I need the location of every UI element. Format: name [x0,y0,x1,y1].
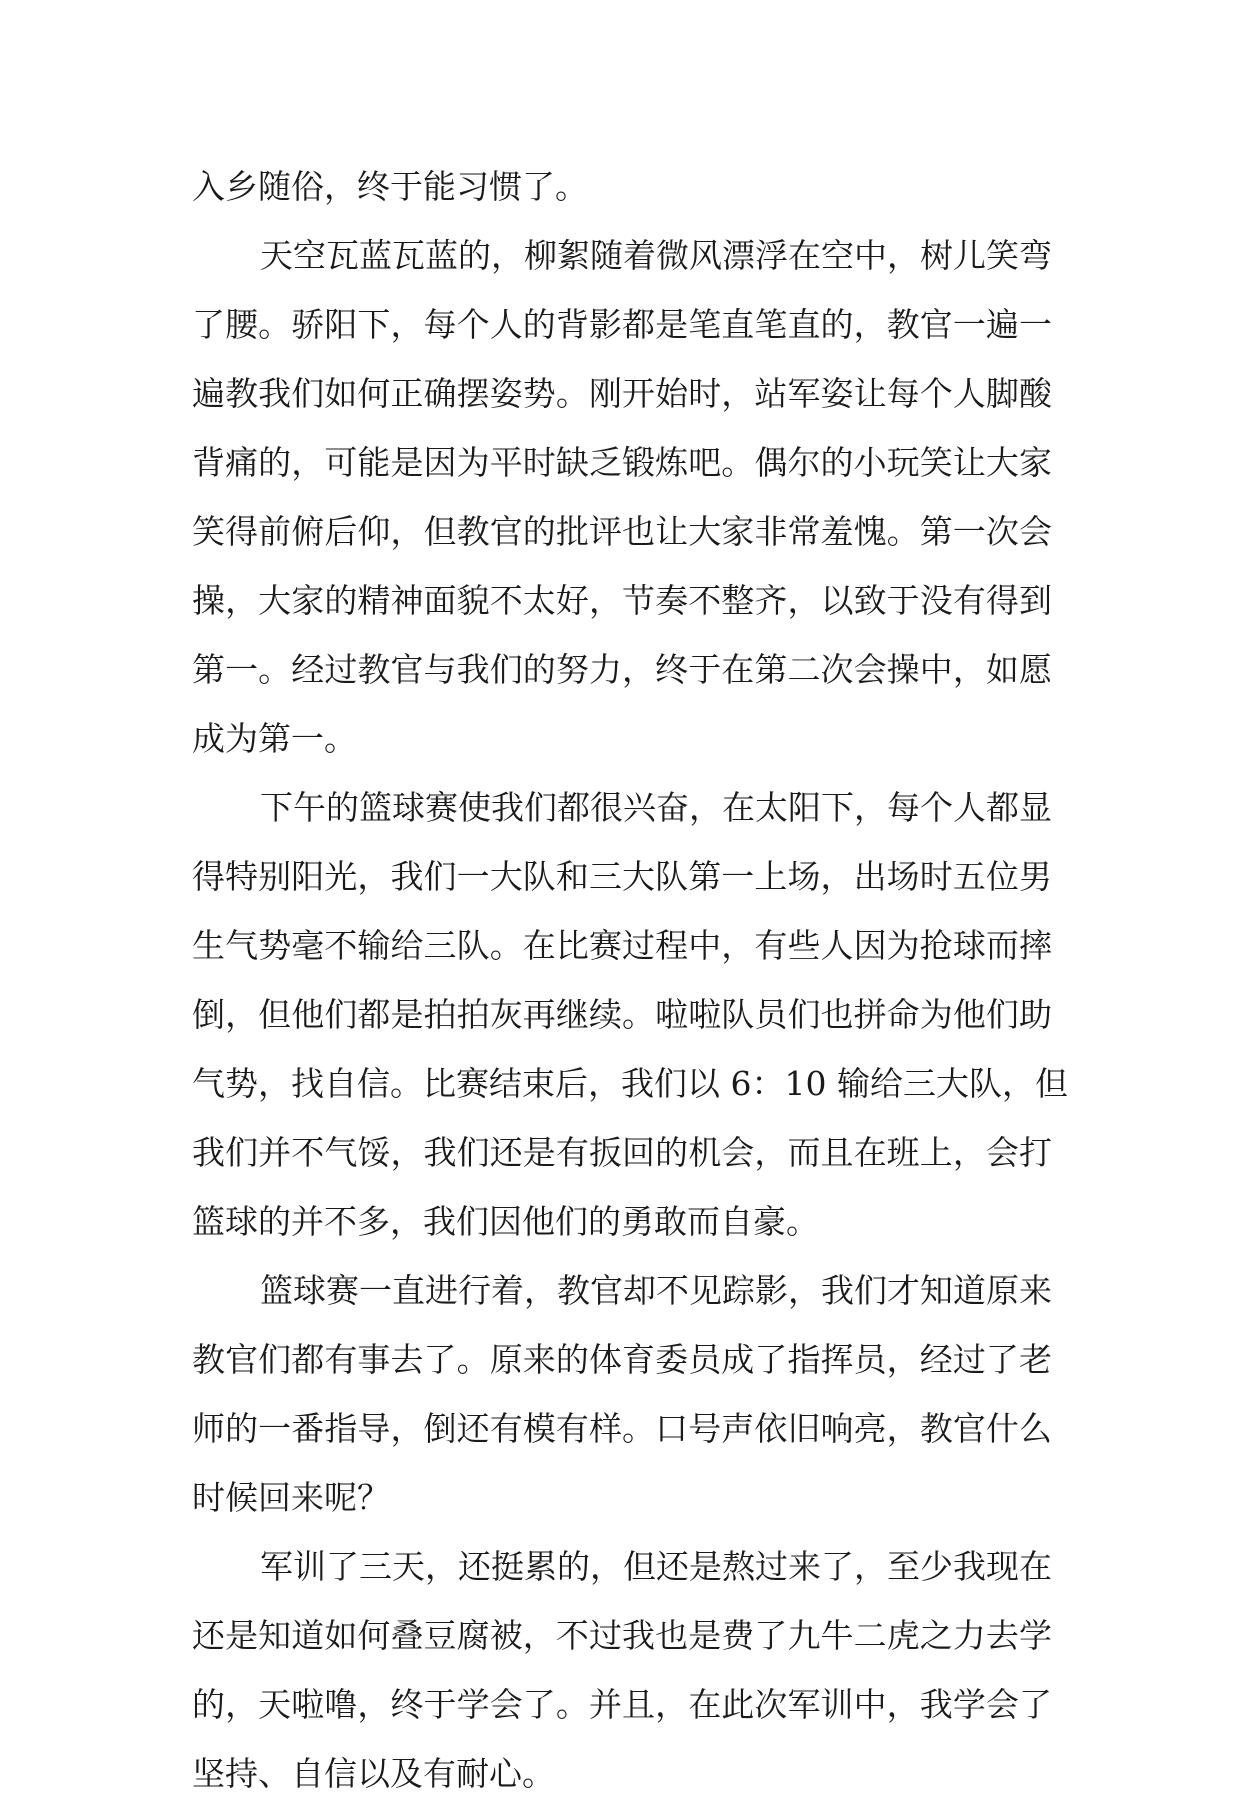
paragraph-first-line: 下午的篮球赛使我们都很兴奋，在太阳下，每个人都显 [260,788,1052,827]
paragraph-first-line: 军训了三天，还挺累的，但还是熬过来了，至少我现在 [260,1547,1052,1586]
paragraph-first-line: 天空瓦蓝瓦蓝的，柳絮随着微风漂浮在空中，树儿笑弯 [260,236,1052,275]
text-line: 还是知道如何叠豆腐被，不过我也是费了九牛二虎之力去学 [192,1616,1052,1655]
text-line: 我们并不气馁，我们还是有扳回的机会，而且在班上，会打 [192,1133,1052,1172]
text-line: 时候回来呢？ [192,1478,390,1517]
text-line: 入乡随俗，终于能习惯了。 [192,167,588,206]
paragraph-first-line: 篮球赛一直进行着，教官却不见踪影，我们才知道原来 [260,1271,1052,1310]
text-line: 师的一番指导，倒还有模有样。口号声依旧响亮，教官什么 [192,1409,1052,1448]
text-line: 操，大家的精神面貌不太好，节奏不整齐，以致于没有得到 [192,581,1052,620]
text-line: 背痛的，可能是因为平时缺乏锻炼吧。偶尔的小玩笑让大家 [192,443,1052,482]
text-line: 的，天啦噜，终于学会了。并且，在此次军训中，我学会了 [192,1685,1052,1724]
text-line: 得特别阳光，我们一大队和三大队第一上场，出场时五位男 [192,857,1052,896]
text-line: 成为第一。 [192,719,357,758]
text-line: 第一。经过教官与我们的努力，终于在第二次会操中，如愿 [192,650,1052,689]
text-line: 遍教我们如何正确摆姿势。刚开始时，站军姿让每个人脚酸 [192,374,1052,413]
text-line: 教官们都有事去了。原来的体育委员成了指挥员，经过了老 [192,1340,1052,1379]
text-line: 篮球的并不多，我们因他们的勇敢而自豪。 [192,1202,819,1241]
document-body [192,152,1068,1808]
text-line: 笑得前俯后仰，但教官的批评也让大家非常羞愧。第一次会 [192,512,1052,551]
text-line: 倒，但他们都是拍拍灰再继续。啦啦队员们也拼命为他们助 [192,995,1052,1034]
text-line: 了腰。骄阳下，每个人的背影都是笔直笔直的，教官一遍一 [192,305,1052,344]
text-line: 气势，找自信。比赛结束后，我们以 6：10 输给三大队，但 [192,1064,1068,1103]
text-line: 生气势毫不输给三队。在比赛过程中，有些人因为抢球而摔 [192,926,1052,965]
text-line: 坚持、自信以及有耐心。 [192,1754,555,1793]
